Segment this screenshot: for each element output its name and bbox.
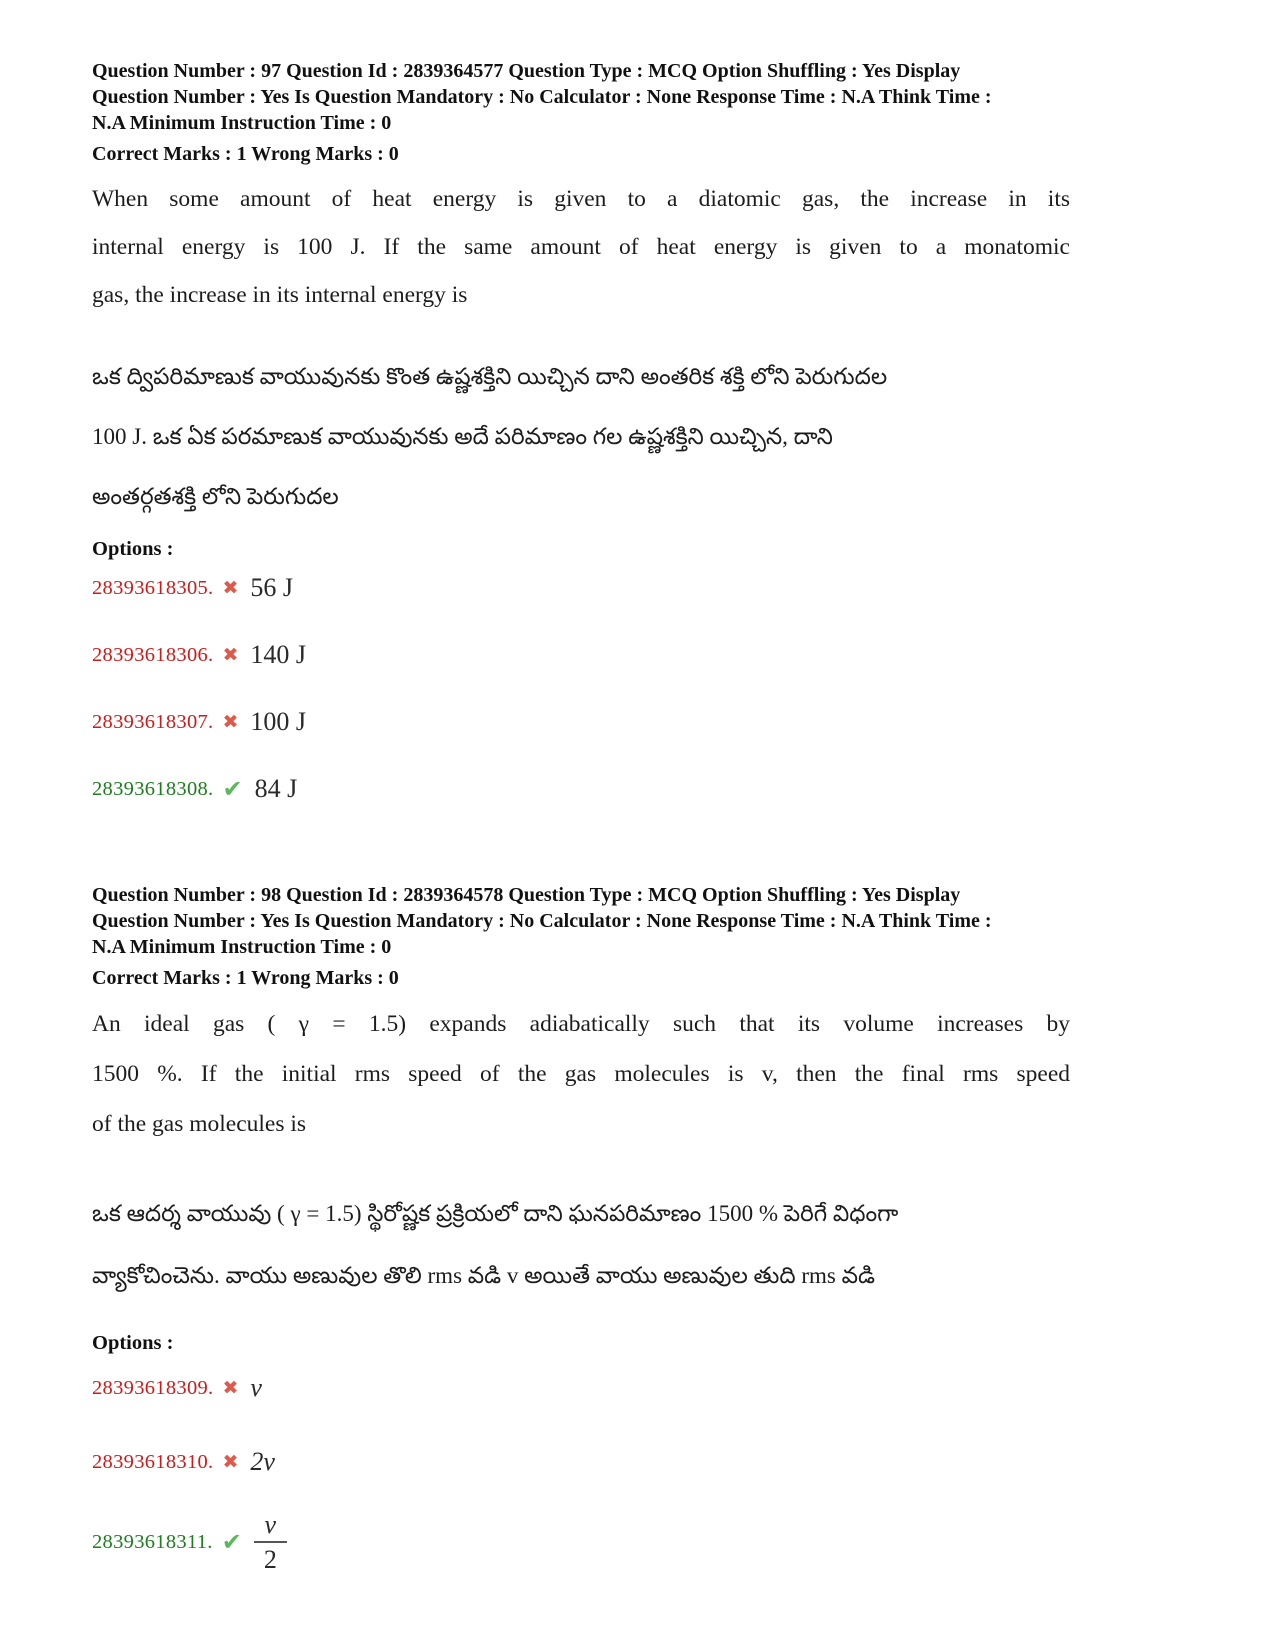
- option-row: [92, 1447, 1195, 1477]
- wrong-cross-icon: ✖: [222, 710, 239, 733]
- question-text-line: of the gas molecules is: [92, 1111, 307, 1137]
- question-text-english: [92, 999, 1070, 1149]
- option-id: 28393618309.: [92, 1376, 214, 1399]
- question-block-97: [92, 58, 1195, 804]
- option-row: [92, 1511, 1195, 1574]
- question-text-line: అంతర్గతశక్తి లోని పెరుగుదల: [92, 484, 339, 509]
- metadata-line: N.A Minimum Instruction Time : 0: [92, 112, 392, 134]
- question-text-line: When some amount of heat energy is given to a diatomic gas, the increase in its: [92, 186, 1070, 212]
- option-value: 84 J: [254, 774, 298, 803]
- question-text-telugu: [92, 347, 1092, 527]
- wrong-cross-icon: ✖: [222, 643, 239, 666]
- question-text-line: gas, the increase in its internal energy is: [92, 282, 468, 308]
- marks-line: Correct Marks : 1 Wrong Marks : 0: [92, 967, 399, 989]
- metadata-line: Question Number : Yes Is Question Mandatory : No Calculator : None Response Time : N.A Think Time :: [92, 910, 992, 932]
- option-id: 28393618307.: [92, 710, 214, 733]
- metadata-line: N.A Minimum Instruction Time : 0: [92, 936, 392, 958]
- question-text-line: An ideal gas ( γ = 1.5) expands adiabatically such that its volume increases by: [92, 1011, 1070, 1037]
- options-label: Options :: [92, 1332, 174, 1354]
- marks-line: Correct Marks : 1 Wrong Marks : 0: [92, 143, 399, 165]
- correct-check-icon: ✔: [222, 775, 243, 803]
- question-text-telugu: [92, 1183, 1092, 1307]
- question-text-line: 1500 %. If the initial rms speed of the gas molecules is v, then the final rms speed: [92, 1061, 1070, 1087]
- option-value: 100 J: [250, 707, 307, 736]
- fraction-numerator: v: [264, 1510, 277, 1539]
- option-value-fraction: [254, 1511, 287, 1574]
- metadata-line: Question Number : 97 Question Id : 2839364577 Question Type : MCQ Option Shuffling : Yes Display: [92, 60, 961, 82]
- option-value: 56 J: [250, 573, 294, 602]
- option-value: v: [250, 1373, 262, 1402]
- metadata-line: Question Number : Yes Is Question Mandatory : No Calculator : None Response Time : N.A Think Time :: [92, 86, 992, 108]
- option-row: [92, 573, 1195, 603]
- correct-check-icon: ✔: [221, 1528, 242, 1557]
- option-id: 28393618310.: [92, 1450, 214, 1473]
- option-row: [92, 640, 1195, 670]
- option-value: 2v: [250, 1447, 275, 1476]
- option-row: [92, 774, 1195, 804]
- question-block-98: [92, 882, 1195, 1574]
- question-metadata: [92, 58, 1195, 136]
- question-text-line: ఒక ఆదర్శ వాయువు ( γ = 1.5) స్థిరోష్ణక ప్రక్రియలో దాని ఘనపరిమాణం 1500 % పెరిగే విధంగా: [92, 1201, 899, 1226]
- question-text-line: ఒక ద్విపరిమాణుక వాయువునకు కొంత ఉష్ణశక్తిని యిచ్చిన దాని అంతరిక శక్తి లోని పెరుగుదల: [92, 364, 888, 389]
- option-value: 140 J: [250, 640, 307, 669]
- option-id: 28393618306.: [92, 643, 214, 666]
- options-label: Options :: [92, 538, 174, 560]
- option-id: 28393618305.: [92, 576, 214, 599]
- option-row: [92, 1373, 1195, 1403]
- wrong-cross-icon: ✖: [222, 576, 239, 599]
- question-text-line: వ్యాకోచించెను. వాయు అణువుల తొలి rms వడి v అయితే వాయు అణువుల తుది rms వడి: [92, 1263, 875, 1288]
- fraction-denominator: 2: [254, 1541, 287, 1573]
- question-text-line: internal energy is 100 J. If the same amount of heat energy is given to a monatomic: [92, 234, 1070, 260]
- option-id: 28393618308.: [92, 777, 214, 800]
- wrong-cross-icon: ✖: [222, 1376, 239, 1399]
- question-text-line: 100 J. ఒక ఏక పరమాణుక వాయువునకు అదే పరిమాణం గల ఉష్ణశక్తిని యిచ్చిన, దాని: [92, 424, 833, 449]
- question-text-english: [92, 175, 1070, 319]
- wrong-cross-icon: ✖: [222, 1450, 239, 1473]
- option-id: 28393618311.: [92, 1530, 213, 1553]
- metadata-line: Question Number : 98 Question Id : 2839364578 Question Type : MCQ Option Shuffling : Yes Display: [92, 884, 961, 906]
- question-metadata: [92, 882, 1195, 960]
- option-row: [92, 707, 1195, 737]
